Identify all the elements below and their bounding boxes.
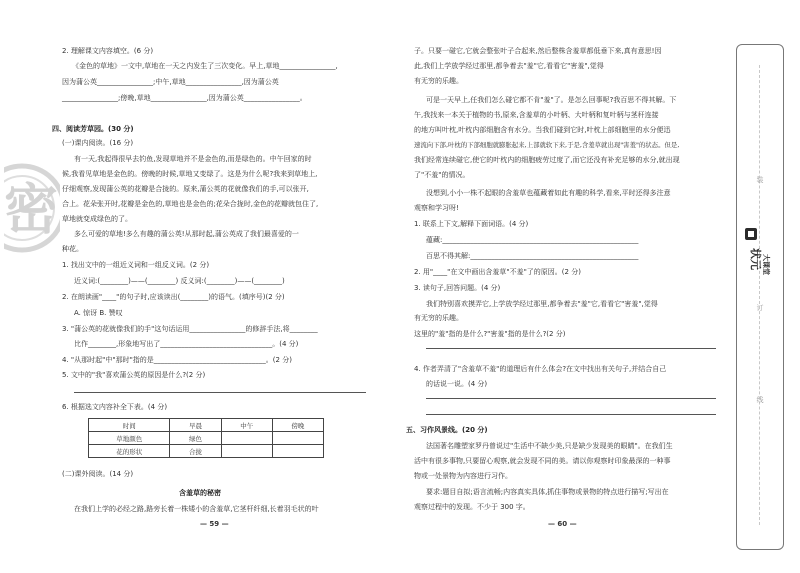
question-6: 6. 根据选文内容补全下表。(4 分)	[62, 403, 168, 411]
answer-line	[426, 398, 716, 399]
binding-label-xian: 线	[756, 396, 764, 404]
r-question-3-quote2: 有无穷的乐趣。	[414, 314, 463, 322]
q2-line1: 《金色的草地》一文中,草地在一天之内发生了三次变化。早上,草地________________,	[72, 62, 338, 70]
table-cell: 绿色	[170, 432, 221, 445]
table-cell: 早晨	[170, 419, 221, 432]
table-row	[89, 445, 324, 458]
question-3-line2: 比作________,形象地写出了________________________________。(4 分)	[74, 340, 299, 348]
q2-line2: 因为蒲公英________________;中午,草地________________,因为蒲公英	[62, 78, 279, 86]
table-cell: 草地颜色	[89, 432, 170, 445]
q2-heading: 2. 理解课文内容填空。(6 分)	[62, 47, 154, 55]
brand-logo	[742, 226, 776, 292]
table-cell: 时间	[89, 419, 170, 432]
article-title: 含羞草的秘密	[179, 489, 221, 497]
r-question-1a: 蕴藏:________________________________________________________	[426, 236, 639, 244]
confidential-seal-watermark	[4, 148, 60, 266]
table-cell: 花的形状	[89, 445, 170, 458]
question-3: 3. "蒲公英的花就像我们的手"这句话运用________________的修辞手法,将________	[62, 325, 318, 333]
fill-in-table	[88, 418, 324, 458]
r-question-3-ask: 这里的"羞"指的是什么?"害羞"指的是什么?(2 分)	[414, 330, 566, 338]
table-cell-blank[interactable]	[221, 432, 272, 445]
binding-strip	[736, 44, 784, 550]
r-question-3: 3. 读句子,回答问题。(4 分)	[414, 284, 501, 292]
r-question-4-line2: 的话说一说。(4 分)	[426, 380, 488, 388]
article-line8: 速流向下部,叶枕的下部细胞就膨胀起来,上部就软下来,于是,含羞草就出现"害羞"的状态。但是,	[414, 141, 680, 149]
svg-text:状元: 状元	[749, 248, 762, 270]
r-question-2: 2. 用"____"在文中画出含羞草"不羞"了的原因。(2 分)	[414, 268, 581, 276]
answer-line	[426, 414, 716, 415]
inclass-reading-heading: (一)课内阅读。(16 分)	[62, 139, 134, 147]
table-cell: 合拢	[170, 445, 221, 458]
table-cell: 中午	[221, 419, 272, 432]
article-line5: 可是一天早上,任我们怎么碰它都不肯"羞"了。是怎么回事呢?我百思不得其解。下	[426, 96, 677, 104]
svg-text:密: 密	[4, 178, 58, 241]
table-row	[89, 432, 324, 445]
question-5: 5. 文中的"我"喜欢蒲公英的原因是什么?(2 分)	[62, 371, 206, 379]
passage-line4: 合上。花朵张开时,花瓣是金色的,草地也是金色的;花朵合拢时,金色的花瓣就包住了,	[62, 200, 319, 208]
article-line10: 了"不羞"的情况。	[414, 171, 470, 179]
passage-line7: 种花。	[62, 245, 83, 253]
essay-prompt-line3: 物或一处景物为内容进行习作。	[414, 472, 512, 480]
article-line3: 此,我们上学放学经过那里,都争着去"羞"它,看看它"害羞",觉得	[414, 62, 604, 70]
q2-line3: ________________;傍晚,草地________________,因为蒲公英________________。	[62, 94, 307, 102]
section4-heading: 四、阅读芳草园。(30 分)	[52, 125, 134, 133]
binding-label-zhuang: 装	[756, 176, 764, 184]
table-cell-blank[interactable]	[221, 445, 272, 458]
article-line2: 子。只要一碰它,它就会整张叶子合起来,然后整株含羞草都低垂下来,真有意思!因	[414, 47, 662, 55]
article-line9: 我们经常连续碰它,使它的叶枕内的细胞疲劳过度了,而它还没有补充足够的水分,就出现	[414, 156, 680, 164]
r-question-3-quote1: 我们特别喜欢摸弄它,上学放学经过那里,都争着去"羞"它,看看它"害羞",觉得	[426, 300, 658, 308]
passage-line2: 候,我看见草地是金色的。傍晚的时候,草地又变绿了。这是为什么呢?我来到草地上,	[62, 170, 318, 178]
table-cell-blank[interactable]	[272, 445, 323, 458]
extracurricular-reading-heading: (二)课外阅读。(14 分)	[62, 470, 134, 478]
passage-line5: 草地就变成绿色的了。	[62, 215, 132, 223]
passage-line6: 多么可爱的草地!多么有趣的蒲公英!从那时起,蒲公英成了我们最喜爱的一	[74, 230, 299, 238]
page-number-60: — 60 —	[548, 520, 577, 528]
r-question-1: 1. 联系上下文,解释下面词语。(4 分)	[414, 220, 529, 228]
answer-line	[426, 348, 716, 349]
article-line6: 午,我找来一本关于植物的书,原来,含羞草的小叶柄、大叶柄和复叶柄与茎秆连接	[414, 111, 659, 119]
essay-requirements-line1: 要求:题目自拟;语言流畅;内容真实具体,抓住事物或景物的特点进行描写;写出在	[426, 488, 669, 496]
binding-dashed-line	[759, 65, 760, 525]
question-4: 4. "从那时起"中"那时"指的是________________________________。(2 分)	[62, 356, 292, 364]
article-line11: 没想到,小小一株不起眼的含羞草也蕴藏着如此有趣的科学,看来,平时还得多注意	[426, 189, 671, 197]
page-number-59: — 59 —	[200, 520, 229, 528]
left-page	[0, 0, 398, 573]
table-cell-blank[interactable]	[272, 432, 323, 445]
right-page	[400, 0, 730, 573]
r-question-4: 4. 作者弄清了"含羞草不羞"的道理后有什么体会?在文中找出有关句子,并结合自己	[414, 365, 667, 373]
answer-line	[74, 392, 366, 393]
essay-requirements-line2: 观察过程中的发现。不少于 300 字。	[414, 503, 530, 511]
passage-line3: 仔细观察,发现蒲公英的花瓣是合拢的。原来,蒲公英的花就像我们的手,可以张开,	[62, 185, 309, 193]
passage-line1: 有一天,我起得很早去钓鱼,发现草地并不是金色的,而是绿色的。中午回家的时	[74, 155, 312, 163]
svg-text:大课堂: 大课堂	[762, 254, 770, 275]
essay-prompt-line1: 法国著名雕塑家罗丹曾说过"生活中不缺少美,只是缺少发现美的眼睛"。在我们生	[426, 442, 673, 450]
question-1: 1. 找出文中的一组近义词和一组反义词。(2 分)	[62, 261, 210, 269]
binding-label-ding: 订	[756, 304, 764, 312]
table-header-row	[89, 419, 324, 432]
article-line7: 的地方叫叶枕,叶枕内部细胞含有水分。当我们碰到它时,叶枕上部细胞里的水分便迅	[414, 126, 671, 134]
essay-prompt-line2: 活中有很多事物,只要留心观察,就会发现不同的美。请以你观察时印象最深的一种事	[414, 457, 671, 465]
question-2: 2. 在朗读画"____"的句子时,应该读出(________)的语气。(填序号)(2 分)	[62, 293, 285, 301]
r-question-1b: 百思不得其解:________________________________________________	[426, 252, 639, 260]
article-line12: 观察和学习呀!	[414, 204, 459, 212]
article-line1: 在我们上学的必经之路,路旁长着一株矮小的含羞草,它茎杆纤细,长着羽毛状的叶	[74, 505, 319, 513]
question-1-answer: 近义词:(________)——(________) 反义词:(________)——(________)	[74, 277, 285, 285]
section5-heading: 五、习作风景线。(20 分)	[406, 426, 488, 434]
article-line4: 有无穷的乐趣。	[414, 77, 463, 85]
question-2-options: A. 惊讶 B. 赞叹	[74, 309, 123, 317]
table-cell: 傍晚	[272, 419, 323, 432]
